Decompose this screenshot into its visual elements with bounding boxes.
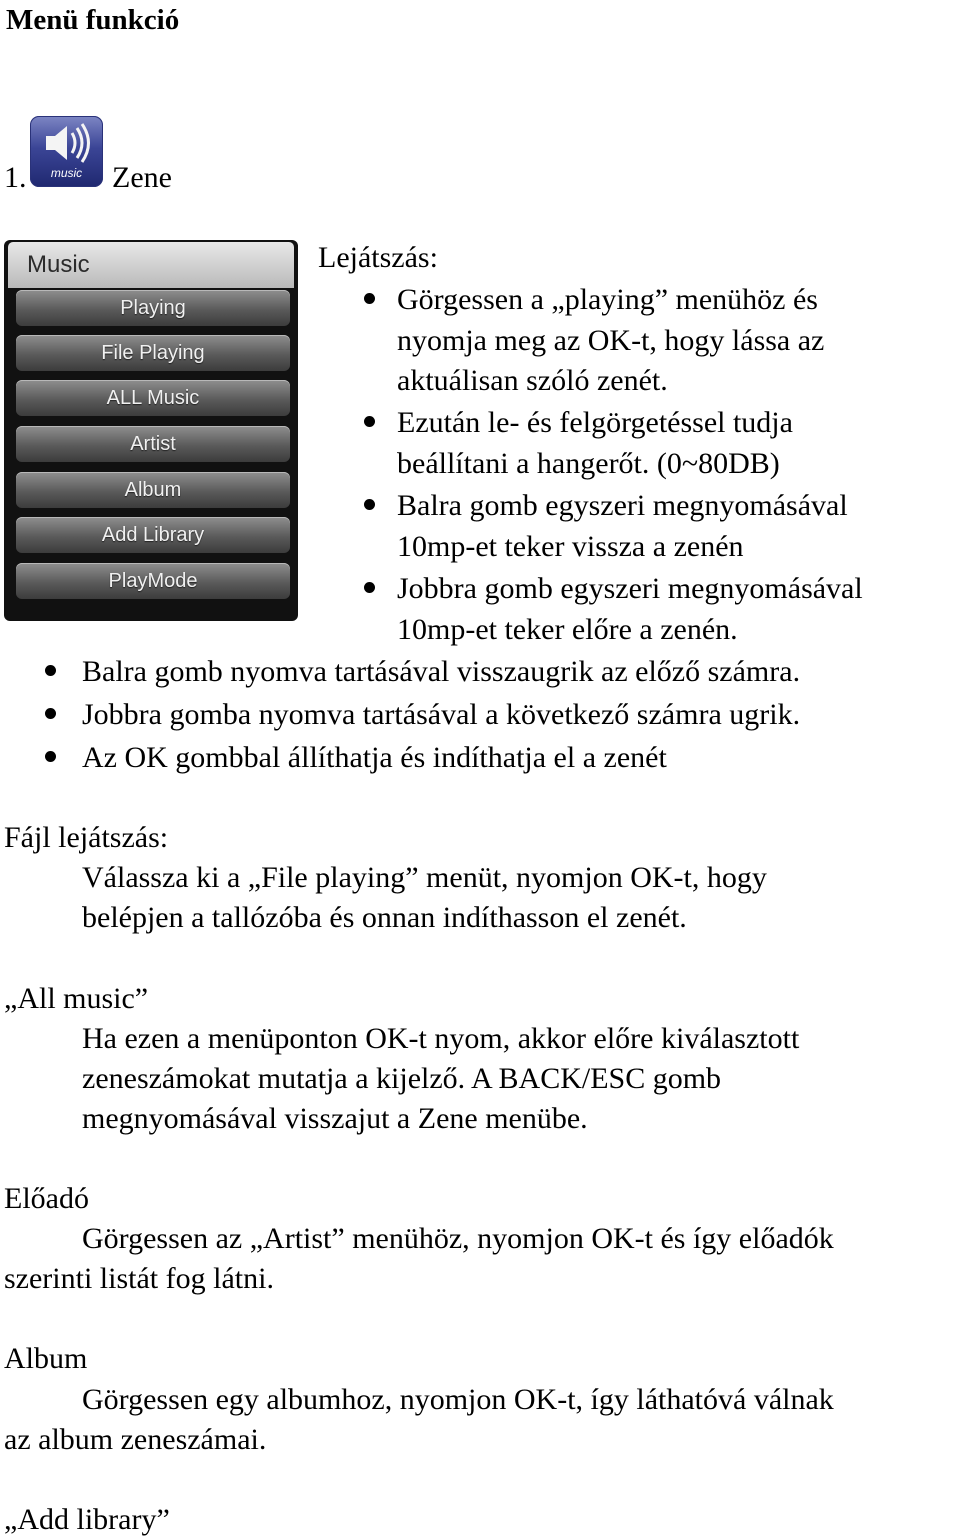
- menu-item-label: PlayMode: [108, 570, 198, 592]
- lejatszas-heading: Lejátszás:: [318, 241, 438, 274]
- lejatszas-line: Görgessen a „playing” menühöz és: [397, 283, 818, 316]
- eloado-heading: Előadó: [4, 1182, 89, 1215]
- addlibrary-heading: „Add library”: [4, 1503, 170, 1536]
- menu-item-artist[interactable]: [16, 426, 290, 462]
- menu-item-all-music[interactable]: [16, 380, 290, 416]
- bullet: [45, 665, 56, 676]
- music-menu-screenshot: [4, 240, 298, 621]
- menu-item-label: File Playing: [101, 342, 205, 364]
- fajl-line: Válassza ki a „File playing” menüt, nyomjon OK-t, hogy: [82, 861, 767, 894]
- menu-item-playmode[interactable]: [16, 563, 290, 599]
- allmusic-line: Ha ezen a menüponton OK-t nyom, akkor előre kiválasztott: [82, 1022, 800, 1055]
- menu-item-file-playing[interactable]: [16, 335, 290, 371]
- bullet: [364, 293, 375, 304]
- section-number: 1.: [4, 161, 27, 194]
- music-menu-header-label: Music: [27, 251, 90, 278]
- lejatszas-line: Ezután le- és felgörgetéssel tudja: [397, 406, 793, 439]
- album-line: Görgessen egy albumhoz, nyomjon OK-t, így láthatóvá válnak: [82, 1383, 834, 1416]
- bullet: [364, 499, 375, 510]
- page-title: Menü funkció: [6, 4, 180, 36]
- menu-item-playing[interactable]: [16, 290, 290, 326]
- allmusic-line: zeneszámokat mutatja a kijelző. A BACK/ESC gomb: [82, 1062, 722, 1095]
- menu-item-label: Add Library: [101, 524, 205, 546]
- lejatszas-line: Balra gomb egyszeri megnyomásával: [397, 489, 848, 522]
- album-heading: Album: [4, 1342, 88, 1375]
- lejatszas-line: aktuálisan szóló zenét.: [397, 364, 668, 397]
- menu-item-label: ALL Music: [106, 387, 200, 409]
- fajl-heading: Fájl lejátszás:: [4, 821, 169, 854]
- icon-label: music: [50, 166, 83, 180]
- lejatszas-line: Jobbra gomba nyomva tartásával a következő számra ugrik.: [82, 698, 801, 731]
- music-menu-header: [8, 242, 294, 288]
- lejatszas-line: Jobbra gomb egyszeri megnyomásával: [397, 572, 863, 605]
- menu-item-label: Album: [124, 479, 182, 501]
- lejatszas-line: 10mp-et teker előre a zenén.: [397, 613, 738, 646]
- allmusic-heading: „All music”: [4, 982, 149, 1015]
- menu-item-add-library[interactable]: [16, 517, 290, 553]
- lejatszas-line: nyomja meg az OK-t, hogy lássa az: [397, 324, 825, 357]
- fajl-line: belépjen a tallózóba és onnan indíthasson el zenét.: [82, 901, 687, 934]
- bullet: [364, 416, 375, 427]
- lejatszas-line: Az OK gombbal állíthatja és indíthatja el a zenét: [82, 741, 667, 774]
- bullet: [45, 751, 56, 762]
- eloado-line: szerinti listát fog látni.: [4, 1262, 274, 1295]
- allmusic-line: megnyomásával visszajut a Zene menübe.: [82, 1102, 588, 1135]
- bullet: [364, 582, 375, 593]
- bullet: [45, 708, 56, 719]
- menu-item-label: Artist: [130, 433, 176, 455]
- menu-item-album[interactable]: [16, 472, 290, 508]
- lejatszas-line: 10mp-et teker vissza a zenén: [397, 530, 744, 563]
- speaker-music-icon: [30, 116, 103, 187]
- album-line: az album zeneszámai.: [4, 1423, 267, 1456]
- lejatszas-line: Balra gomb nyomva tartásával visszaugrik az előző számra.: [82, 655, 801, 688]
- eloado-line: Görgessen az „Artist” menühöz, nyomjon OK-t és így előadók: [82, 1222, 834, 1255]
- menu-item-label: Playing: [120, 297, 186, 319]
- section-name: Zene: [112, 161, 172, 194]
- lejatszas-line: beállítani a hangerőt. (0~80DB): [397, 447, 780, 480]
